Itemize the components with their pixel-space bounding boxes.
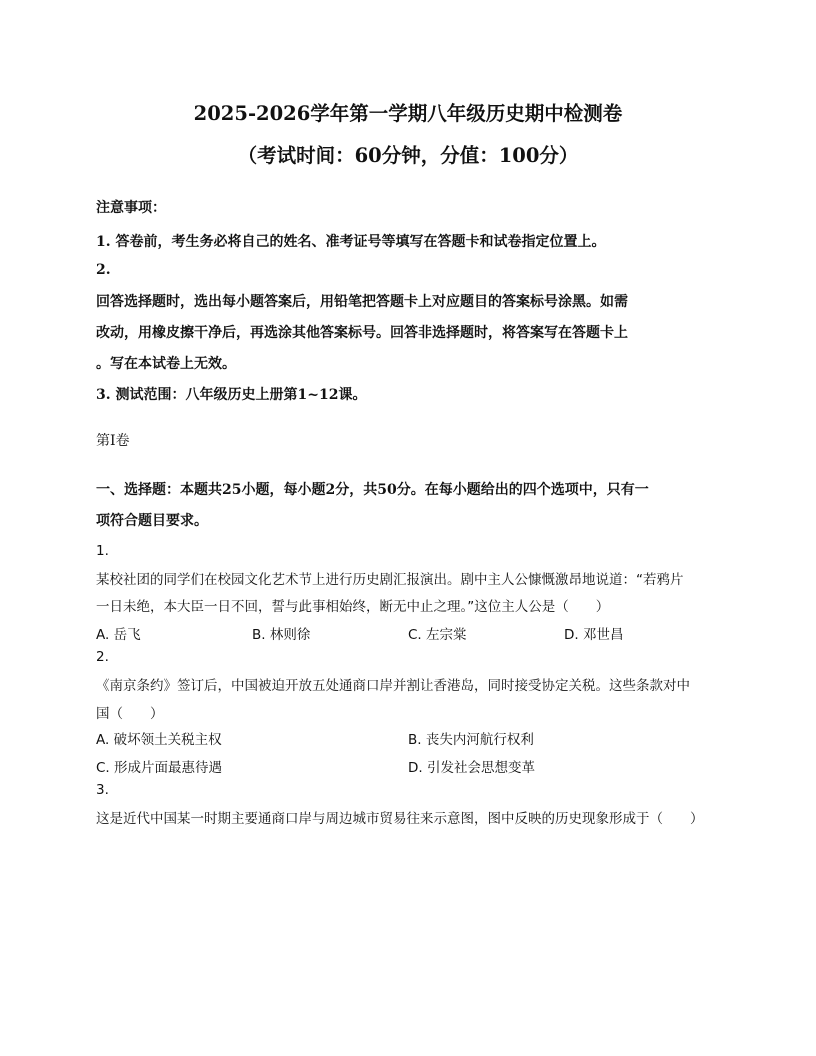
question-3-stem-line-1: 这是近代中国某一时期主要通商口岸与周边城市贸易往来示意图，图中反映的历史现象形成于（ ） [96, 811, 704, 827]
question-2-option-c[interactable]: C. 形成片面最惠待遇 [96, 760, 223, 776]
question-2-number: 2. [96, 649, 109, 665]
notes-item-2-line-1: 回答选择题时，选出每小题答案后，用铅笔把答题卡上对应题目的答案标号涂黑。如需 [96, 294, 628, 310]
question-2-option-b[interactable]: B. 丧失内河航行权利 [408, 732, 534, 748]
question-1-number: 1. [96, 543, 109, 559]
question-2-stem-line-2: 国（ ） [96, 706, 164, 722]
question-1-stem-line-1: 某校社团的同学们在校园文化艺术节上进行历史剧汇报演出。剧中主人公慷慨激昂地说道：“若鸦片 [96, 572, 684, 588]
question-2-option-d[interactable]: D. 引发社会思想变革 [408, 760, 535, 776]
notes-item-2-line-3: 。写在本试卷上无效。 [96, 356, 236, 372]
question-1-option-a[interactable]: A. 岳飞 [96, 627, 141, 643]
section-heading-line-1: 一、选择题：本题共25小题，每小题2分，共50分。在每小题给出的四个选项中，只有一 [96, 482, 649, 498]
question-1-option-d[interactable]: D. 邓世昌 [564, 627, 624, 643]
notes-item-2-line-2: 改动，用橡皮擦干净后，再选涂其他答案标号。回答非选择题时，将答案写在答题卡上 [96, 325, 628, 341]
volume-label: 第Ⅰ卷 [96, 433, 130, 449]
question-1-option-c[interactable]: C. 左宗棠 [408, 627, 467, 643]
question-2-option-a[interactable]: A. 破坏领土关税主权 [96, 732, 222, 748]
question-2-stem-line-1: 《南京条约》签订后，中国被迫开放五处通商口岸并割让香港岛，同时接受协定关税。这些条款对中 [96, 678, 690, 694]
question-1-stem-line-2: 一日未绝，本大臣一日不回，誓与此事相始终，断无中止之理。”这位主人公是（ ） [96, 599, 610, 615]
exam-subtitle: （考试时间：60分钟，分值：100分） [237, 144, 579, 167]
section-heading-line-2: 项符合题目要求。 [96, 513, 208, 529]
exam-title: 2025-2026学年第一学期八年级历史期中检测卷 [193, 102, 623, 125]
notes-heading: 注意事项： [96, 200, 166, 216]
notes-item-1: 1. 答卷前，考生务必将自己的姓名、准考证号等填写在答题卡和试卷指定位置上。 [96, 234, 606, 250]
notes-item-2-number: 2. [96, 262, 111, 278]
question-3-number: 3. [96, 782, 109, 798]
notes-item-3: 3. 测试范围：八年级历史上册第1~12课。 [96, 387, 367, 403]
question-1-option-b[interactable]: B. 林则徐 [252, 627, 311, 643]
